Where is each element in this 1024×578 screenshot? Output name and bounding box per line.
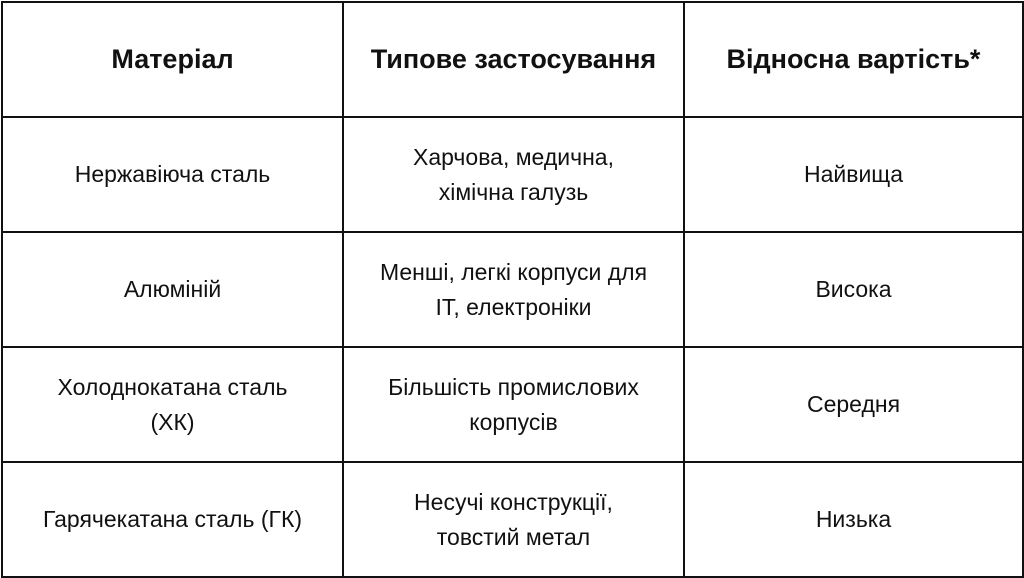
cell-text: Нержавіюча сталь: [74, 161, 271, 187]
table-row: [2, 347, 1023, 462]
cell-typical-use: [343, 462, 684, 577]
cell-text: Харчова, медична, хімічна галузь: [413, 143, 614, 205]
cell-material: [2, 117, 343, 232]
cell-text: Алюміній: [123, 276, 222, 302]
table-header-row: [2, 2, 1023, 117]
cell-text: Найвища: [803, 161, 904, 187]
cell-text: Менші, легкі корпуси для IT, електроніки: [379, 258, 648, 320]
cell-typical-use: [343, 232, 684, 347]
cell-text: Несучі конструкції, товстий метал: [414, 488, 613, 550]
materials-table: [1, 1, 1024, 578]
header-relative-cost: Відносна вартість*: [684, 2, 1023, 117]
cell-text: Холоднокатана сталь (ХК): [57, 373, 288, 435]
cell-text: Гарячекатана сталь (ГК): [42, 506, 303, 532]
table-row: [2, 462, 1023, 577]
cell-relative-cost: [684, 347, 1023, 462]
materials-table-container: [1, 1, 1022, 574]
cell-material: [2, 232, 343, 347]
cell-material: [2, 462, 343, 577]
cell-relative-cost: [684, 232, 1023, 347]
cell-text: Висока: [815, 276, 892, 302]
cell-relative-cost: [684, 117, 1023, 232]
header-typical-use: Типове застосування: [343, 2, 684, 117]
cell-typical-use: [343, 347, 684, 462]
table-row: [2, 232, 1023, 347]
cell-text: Більшість промислових корпусів: [388, 373, 639, 435]
table-row: [2, 117, 1023, 232]
header-material: Матеріал: [2, 2, 343, 117]
cell-material: [2, 347, 343, 462]
cell-text: Середня: [806, 391, 901, 417]
cell-relative-cost: [684, 462, 1023, 577]
cell-typical-use: [343, 117, 684, 232]
cell-text: Низька: [815, 506, 892, 532]
